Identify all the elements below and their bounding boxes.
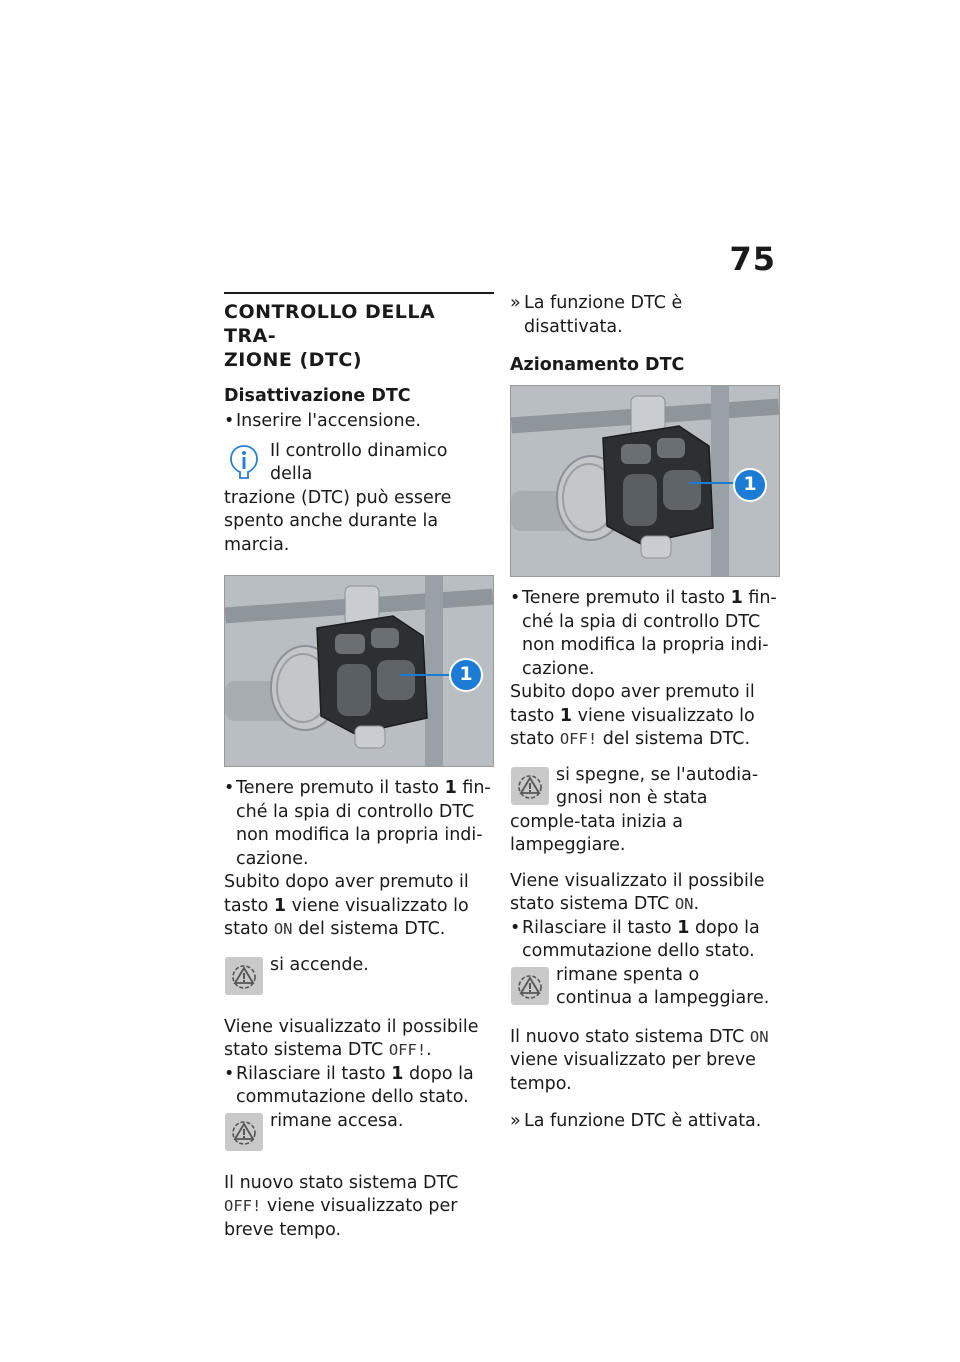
info-icon [224,442,264,482]
step-release-a: Rilasciare il tasto [522,917,678,938]
step-release-a: Rilasciare il tasto [236,1063,392,1084]
warning-note-2 [224,1110,494,1158]
info-note-line1: Il controllo dinamico della [270,440,448,484]
step-release-button [510,917,780,964]
after-press-text [510,681,780,752]
after-press-state: OFF! [559,730,598,748]
warning-note-2 [510,964,780,1012]
new-state-text [510,1026,780,1097]
callout-line-right [689,482,737,484]
possible-state-value: ON [674,895,694,913]
step-release-key: 1 [677,917,690,938]
switch-figure-left [224,575,494,767]
possible-state-text [510,870,780,917]
possible-state-value: OFF! [388,1041,427,1059]
new-state-value: ON [749,1027,769,1046]
section-rule [224,292,494,294]
result-deactivated: » La funzione DTC è disattivata. [510,292,780,339]
new-state-a: Il nuovo stato sistema DTC [224,1172,459,1193]
warning-light-icon [224,1112,264,1152]
new-state-b: viene visualizzato per breve tempo. [510,1050,756,1094]
after-press-b: viene visualizzato lo stato [510,705,755,749]
page-number: 75 [729,240,776,278]
possible-state-b: . [426,1040,432,1060]
step-hold-text: Tenere premuto il tasto [522,588,731,608]
step-ignition: • Inserire l'accensione. [224,410,494,434]
after-press-c: del sistema DTC. [292,919,446,939]
step-hold-text-end: fin-ché la spia di controllo DTC non modifica la propria indi-cazione. [236,778,491,869]
right-column [510,292,780,1134]
after-press-key: 1 [559,705,573,726]
after-press-c: del sistema DTC. [597,729,751,749]
warning-light-icon [224,956,264,996]
info-note [224,440,494,558]
step-release-button [224,1063,494,1110]
after-press-b: viene visualizzato lo stato [224,895,469,939]
left-column [224,292,494,1242]
after-press-a: Subito dopo aver premuto il tasto [224,872,469,916]
new-state-text [224,1172,494,1243]
possible-state-a: Viene visualizzato il possibile stato sistema DTC [224,1016,479,1060]
section-title [224,300,494,372]
step-release-b: dopo la commutazione dello stato. [236,1063,474,1107]
step-hold-button [510,587,780,681]
new-state-a: Il nuovo stato sistema DTC [510,1026,750,1047]
info-note-line3: spento anche durante la marcia. [224,511,439,555]
warning-note-1 [510,764,780,858]
warning-note-1-text: si accende. [270,954,369,975]
callout-1-right: 1 [733,468,767,502]
step-hold-key: 1 [444,778,457,798]
result-activated: » La funzione DTC è attivata. [510,1110,780,1134]
possible-state-b: . [693,894,700,914]
warning-light-icon [510,766,550,806]
step-hold-button [224,777,494,871]
warning-note-2-text: rimane spenta o continua a lampeggiare. [556,964,770,1008]
after-press-state: ON [273,920,293,938]
step-release-b: dopo la commutazione dello stato. [522,917,760,961]
warning-note-1 [224,954,494,1002]
new-state-value: OFF! [224,1197,262,1215]
after-press-key: 1 [273,895,287,916]
callout-1-left: 1 [449,658,483,692]
step-release-key: 1 [391,1063,404,1084]
warning-note-2-text: rimane accesa. [270,1110,404,1131]
section-title-line1: CONTROLLO DELLA TRA- [224,301,436,347]
subheading-deactivation: Disattivazione DTC [224,386,411,406]
after-press-text [224,871,494,942]
possible-state-text [224,1016,494,1063]
step-hold-text-end: fin-ché la spia di controllo DTC non modifica la propria indi-cazione. [522,588,777,679]
step-hold-key: 1 [730,588,743,608]
subheading-activation: Azionamento DTC [510,355,685,375]
section-title-line2: ZIONE (DTC) [224,349,363,371]
switch-figure-right [510,385,780,577]
possible-state-a: Viene visualizzato il possibile stato sistema DTC [510,870,765,914]
warning-light-icon [510,966,550,1006]
after-press-a: Subito dopo aver premuto il tasto [510,682,755,726]
new-state-b: viene visualizzato per breve tempo. [224,1196,458,1240]
warning-note-1-text: si spegne, se l'autodia-gnosi non è stata comple-tata inizia a lampeggiare. [510,764,759,855]
info-note-line2: trazione (DTC) può essere [224,487,452,508]
step-hold-text: Tenere premuto il tasto [236,778,445,798]
